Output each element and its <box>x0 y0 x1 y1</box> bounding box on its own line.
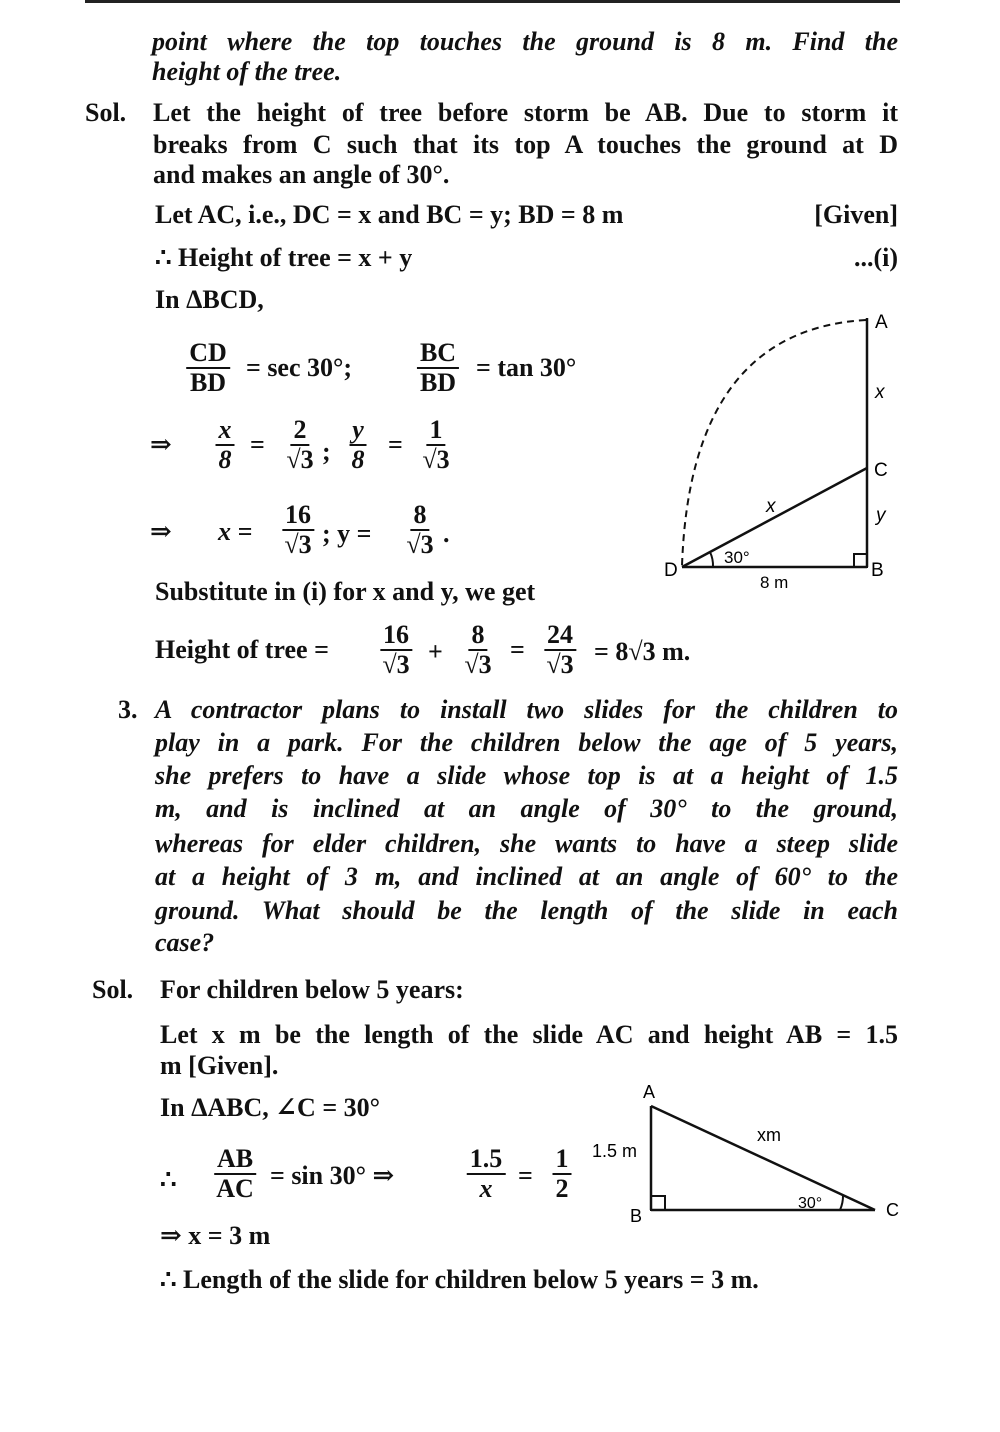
denominator: 2 <box>555 1174 569 1203</box>
label-a: A <box>643 1082 656 1102</box>
equation-ref: ...(i) <box>853 243 898 272</box>
label-angle: 30° <box>724 548 750 567</box>
question-text: point where the top touches the ground is 8 m. Find the <box>152 27 898 56</box>
numerator: BC <box>417 339 459 369</box>
solution-label: Sol. <box>92 975 134 1004</box>
plus: + <box>428 637 443 666</box>
question-text: at a height of 3 m, and inclined at an angle of 60° to the <box>155 862 898 891</box>
let-line: Let AC, i.e., DC = x and BC = y; BD = 8 m <box>155 200 624 229</box>
period: . <box>443 519 450 548</box>
question-text: m, and is inclined at an angle of 30° to the ground, <box>155 794 898 823</box>
solution-text: and makes an angle of 30°. <box>153 160 450 189</box>
equals: = <box>518 1161 533 1190</box>
equation-text: Height of tree = <box>155 635 329 664</box>
denominator: √3 <box>464 650 492 679</box>
equation-text: x = <box>218 517 253 546</box>
question-text: whereas for elder children, she wants to have a steep slide <box>155 829 898 858</box>
numerator: 1 <box>553 1145 572 1175</box>
question-text: height of the tree. <box>152 57 342 86</box>
numerator: AB <box>214 1145 256 1175</box>
question-text: case? <box>155 928 215 957</box>
denominator: BD <box>189 368 227 397</box>
height-line: ∴ Height of tree = x + y <box>155 243 413 272</box>
denominator: √3 <box>546 650 574 679</box>
equation-text: = sin 30° ⇒ <box>270 1161 395 1190</box>
label-b: B <box>871 560 884 581</box>
denominator: AC <box>216 1174 254 1203</box>
implies-arrow: ⇒ <box>150 430 172 459</box>
question-text: A contractor plans to install two slides for the children to <box>155 695 898 724</box>
implies-arrow: ⇒ <box>150 517 172 546</box>
angle-arc <box>840 1195 843 1210</box>
equals: = <box>388 430 403 459</box>
numerator: 8 <box>469 621 488 651</box>
label-b: B <box>630 1206 643 1226</box>
denominator: √3 <box>422 445 450 474</box>
label-d: D <box>664 560 678 581</box>
denominator: √3 <box>286 445 314 474</box>
triangle-heading: In ΔBCD, <box>155 285 264 314</box>
denominator: 8 <box>351 445 365 474</box>
result-line: ⇒ x = 3 m <box>160 1221 271 1250</box>
solution-label: Sol. <box>85 98 127 127</box>
question-text: play in a park. For the children below the age of 5 years, <box>155 728 898 757</box>
question-text: she prefers to have a slide whose top is at a height of 1.5 <box>155 761 898 790</box>
denominator: √3 <box>284 530 312 559</box>
numerator: CD <box>186 339 230 369</box>
solution-heading: For children below 5 years: <box>160 975 464 1004</box>
conclusion-line: ∴ Length of the slide for children below 5 years = 3 m. <box>160 1265 759 1294</box>
label-a: A <box>875 312 888 333</box>
question-text: ground. What should be the length of the slide in each <box>155 896 898 925</box>
numerator: 1 <box>427 416 446 446</box>
equation-text: = 8√3 m. <box>594 637 691 666</box>
question-number: 3. <box>118 695 138 724</box>
label-y: y <box>876 505 886 526</box>
denominator: √3 <box>406 530 434 559</box>
equation-text: = sec 30°; <box>246 353 353 382</box>
denominator: BD <box>419 368 457 397</box>
equation-text: ; y = <box>322 519 372 548</box>
numerator: 1.5 <box>467 1145 506 1175</box>
denominator: x <box>479 1174 493 1203</box>
therefore-symbol: ∴ <box>160 1165 177 1194</box>
numerator: 2 <box>291 416 310 446</box>
equals: = <box>250 430 265 459</box>
solution-text: Let x m be the length of the slide AC and height AB = 1.5 <box>160 1020 898 1049</box>
label-c: C <box>874 460 888 481</box>
equation-text: = tan 30° <box>476 353 577 382</box>
label-hypotenuse: xm <box>757 1125 781 1145</box>
triangle-heading: In ΔABC, ∠C = 30° <box>160 1093 381 1122</box>
label-base: 8 m <box>760 573 789 592</box>
slide-line <box>651 1106 875 1210</box>
numerator: 8 <box>411 501 430 531</box>
label-c: C <box>886 1200 899 1220</box>
solution-text: m [Given]. <box>160 1051 279 1080</box>
separator: ; <box>322 437 331 466</box>
numerator: 16 <box>282 501 314 531</box>
label-x-hypotenuse: x <box>766 496 776 517</box>
equals: = <box>510 635 525 664</box>
solution-text: Let the height of tree before storm be AB. Due to storm it <box>153 98 898 127</box>
numerator: x <box>216 416 235 446</box>
solution-text: breaks from C such that its top A touches the ground at D <box>153 130 898 159</box>
substitute-line: Substitute in (i) for x and y, we get <box>155 577 536 606</box>
numerator: y <box>349 416 367 446</box>
right-angle-mark <box>651 1196 665 1210</box>
label-height: 1.5 m <box>592 1141 638 1161</box>
given-tag: [Given] <box>814 200 898 229</box>
denominator: 8 <box>218 445 232 474</box>
label-x: x <box>875 382 885 403</box>
label-angle: 30° <box>798 1195 823 1212</box>
numerator: 16 <box>380 621 412 651</box>
numerator: 24 <box>544 621 576 651</box>
denominator: √3 <box>382 650 410 679</box>
